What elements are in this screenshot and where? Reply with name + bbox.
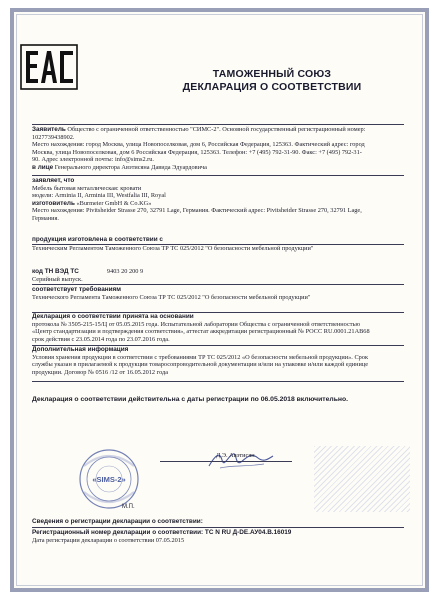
- basis-line-1: протокола № 3505-215-15/Ц от 05.05.2015 года. Испытательной лаборатории Общества с ограниченной ответственностью: [32, 320, 361, 328]
- divider: [32, 124, 404, 125]
- signatory-name: Д.Э. Авэтисян: [216, 452, 255, 459]
- person-label: в лице: [32, 163, 54, 171]
- produced-label: продукция изготовлена в соответствии с: [32, 236, 163, 243]
- code-section: [32, 268, 404, 283]
- company-seal-icon: [78, 448, 140, 510]
- applicant-section: [32, 126, 404, 172]
- produced-text: Техническим Регламентом Таможенного Союза ТР ТС 025/2012 "О безопасности мебельной продукции": [32, 245, 314, 252]
- stamp-label: М.П.: [122, 504, 135, 510]
- basis-line-2: «Центр стандартизации и подтверждения соответствия», аттестат аккредитации регистрационный № РОСС RU.0001.21АВ68: [32, 328, 370, 336]
- signatory-wrap: [216, 452, 306, 460]
- stamp-label-wrap: [122, 503, 162, 512]
- validity-text: Декларация о соответствии действительна с даты регистрации по 06.05.2018 включительно.: [32, 396, 349, 403]
- declares-label: заявляет, что: [32, 177, 75, 184]
- document-header: [16, 40, 406, 102]
- additional-line-2: службы указан в прилагаемой к продукции товаросопроводительной документации и/или на упаковке и/или каждой единице: [32, 361, 369, 369]
- meets-text: Технического Регламента Таможенного Союза ТР ТС 025/2012 "О безопасности мебельной продукции": [32, 293, 311, 301]
- validity-section: [32, 396, 404, 404]
- registration-section: [32, 518, 404, 526]
- declares-section: [32, 177, 404, 223]
- code-value: 9403 20 200 9: [106, 268, 144, 275]
- divider: [32, 381, 404, 382]
- additional-line-3: продукции. Договор № 0516 /12 от 16.05.2012 года: [32, 368, 169, 376]
- code-label: код ТН ВЭД ТС: [32, 268, 79, 275]
- basis-label: Декларация о соответствии принята на основании: [32, 313, 194, 320]
- additional-label: Дополнительная информация: [32, 346, 129, 353]
- applicant-label: Заявитель: [32, 126, 66, 133]
- registration-date: Дата регистрации декларации о соответствии 07.05.2015: [32, 536, 185, 544]
- product-line-2: модели: Arminia II, Arminia III, Westfalia III, Royal: [32, 192, 166, 200]
- person-value: Генерального директора Авэтисяна Давида Эдуардовича: [54, 163, 207, 171]
- manufacturer-label: изготовитель: [32, 199, 75, 207]
- applicant-line-1: Общество с ограниченной ответственностью "СИМС-2". Основной государственный регистрационный номер:: [67, 126, 366, 133]
- basis-line-3: срок действия с 23.05.2014 года по 23.07.2016 года.: [32, 335, 170, 343]
- registration-details: [32, 529, 404, 544]
- seal-text: «SIMS-2»: [92, 475, 126, 484]
- divider: [32, 284, 404, 285]
- product-line-1: Мебель бытовая металлическая: кровати: [32, 184, 142, 192]
- document-title: [136, 68, 408, 94]
- title-line-1: ТАМОЖЕННЫЙ СОЮЗ: [212, 68, 332, 80]
- registration-label: Сведения о регистрации декларации о соответствии:: [32, 518, 203, 525]
- produced-text-wrap: [32, 245, 404, 253]
- signature-line: [160, 461, 292, 462]
- basis-section: [32, 313, 404, 343]
- registration-number: Регистрационный номер декларации о соответствии: ТС N RU Д-DE.АУ04.В.16019: [32, 529, 292, 536]
- eac-logo-icon: [20, 44, 78, 90]
- divider: [32, 175, 404, 176]
- divider: [32, 527, 404, 528]
- manufacturer-address-2: Германия.: [32, 214, 59, 222]
- manufacturer-value: «Burmeier GmbH & Co.KG»: [76, 199, 152, 207]
- security-pattern: [314, 446, 410, 512]
- meets-section: [32, 286, 404, 301]
- applicant-line-2: 1027739438902.: [32, 133, 75, 141]
- meets-label: соответствует требованиям: [32, 286, 121, 293]
- produced-section: [32, 236, 404, 244]
- applicant-line-3: Место нахождения: город Москва, улица Новопоселковая, дом 6, Российская Федерация, 125363. Фактический адрес: город: [32, 141, 365, 149]
- additional-section: [32, 346, 404, 376]
- applicant-line-5: 90. Адрес электронной почты: info@sims2.ru.: [32, 156, 154, 164]
- additional-line-1: Условия хранения продукции в соответствии с требованиями ТР ТС 025/2012 «О безопасности мебельной продукции». Срок: [32, 353, 369, 361]
- title-line-2: ДЕКЛАРАЦИЯ О СООТВЕТСТВИИ: [182, 81, 362, 93]
- manufacturer-address-1: Место нахождения: Pivitsheider Strasse 270, 32791 Lage, Германия. Фактический адрес: Pivitsheider Strasse 270, 32791 Lage,: [32, 207, 362, 215]
- serial-text: Серийный выпуск.: [32, 275, 83, 283]
- applicant-line-4: Москва, улица Новопоселковая, дом 6 Российская Федерация, 125363. Телефон: +7 (495) 792-31-90. Факс: +7 (495) 792-31-: [32, 148, 362, 156]
